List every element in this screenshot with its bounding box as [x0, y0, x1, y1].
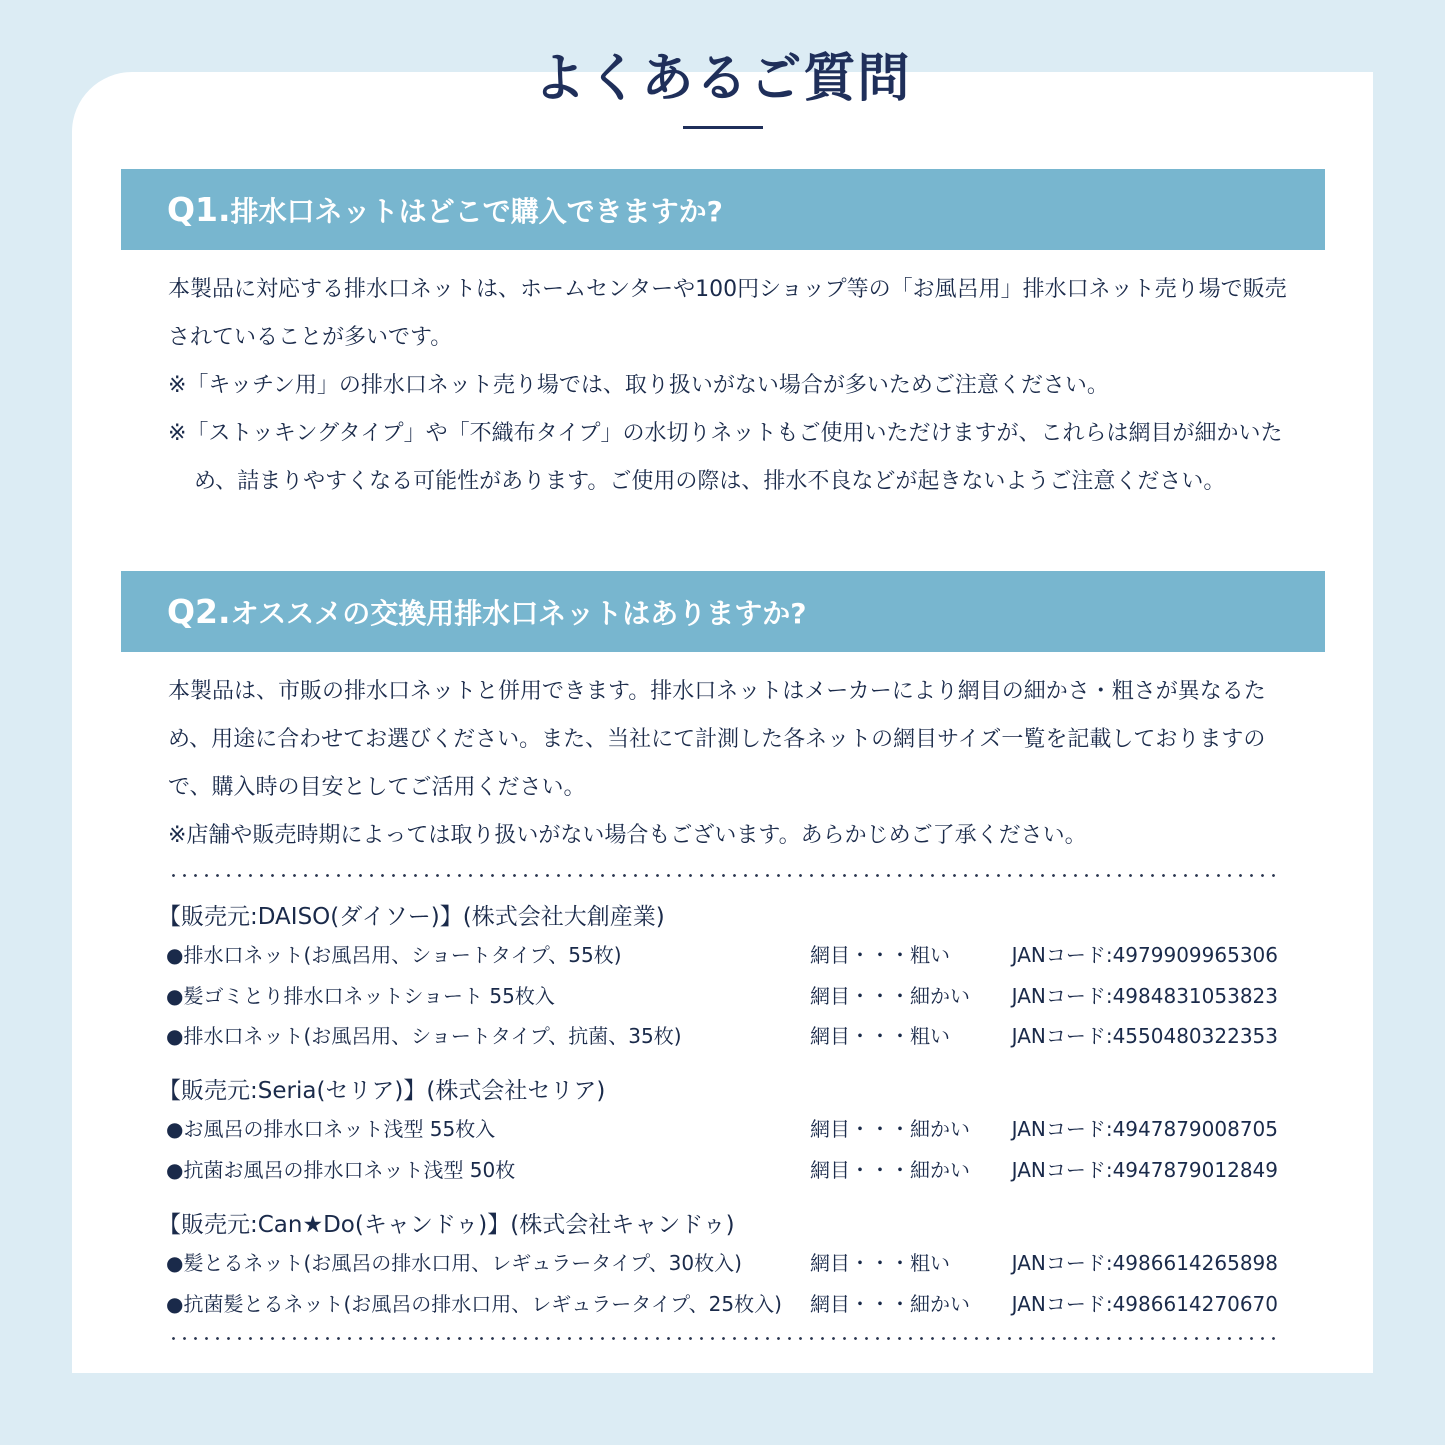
- product-mesh: 網目・・・粗い: [810, 1024, 950, 1048]
- vendor-heading-daiso: 【販売元:DAISO(ダイソー)】(株式会社大創産業): [158, 904, 665, 930]
- question-number: Q2.: [167, 592, 231, 631]
- product-mesh: 網目・・・細かい: [810, 984, 970, 1008]
- answer-note: ※店舗や販売時期によっては取り扱いがない場合もございます。あらかじめご了承ください。: [168, 823, 1087, 848]
- product-row: [166, 1247, 1278, 1277]
- title-underline: [683, 126, 763, 129]
- question-bar-2: [121, 571, 1325, 652]
- product-row: [166, 1154, 1278, 1184]
- answer-1: [168, 266, 1288, 506]
- product-mesh: 網目・・・粗い: [810, 943, 950, 967]
- product-row: [166, 939, 1278, 969]
- product-name: ●抗菌お風呂の排水口ネット浅型 50枚: [166, 1158, 516, 1182]
- product-jan: JANコード:4947879008705: [1011, 1117, 1278, 1141]
- question-text: 排水口ネットはどこで購入できますか?: [230, 195, 723, 228]
- product-name: ●お風呂の排水口ネット浅型 55枚入: [166, 1117, 496, 1141]
- product-mesh: 網目・・・細かい: [810, 1292, 970, 1316]
- product-name: ●抗菌髪とるネット(お風呂の排水口用、レギュラータイプ、25枚入): [166, 1292, 782, 1316]
- answer-note: ※「キッチン用」の排水口ネット売り場では、取り扱いがない場合が多いためご注意ください。: [168, 373, 1109, 398]
- product-jan: JANコード:4947879012849: [1011, 1158, 1278, 1182]
- question-text: オススメの交換用排水口ネットはありますか?: [230, 597, 807, 630]
- product-row: [166, 1020, 1278, 1050]
- product-jan: JANコード:4986614270670: [1011, 1292, 1278, 1316]
- vendor-heading-cando: 【販売元:Can★Do(キャンドゥ)】(株式会社キャンドゥ): [158, 1212, 735, 1238]
- product-name: ●排水口ネット(お風呂用、ショートタイプ、55枚): [166, 943, 622, 967]
- product-jan: JANコード:4984831053823: [1011, 984, 1278, 1008]
- product-name: ●髪ゴミとり排水口ネットショート 55枚入: [166, 984, 555, 1008]
- answer-paragraph: 本製品は、市販の排水口ネットと併用できます。排水口ネットはメーカーにより網目の細かさ・粗さが異なるため、用途に合わせてお選びください。また、当社にて計測した各ネットの網目サイズ一覧を記載しておりますので、購入時の目安としてご活用ください。: [168, 679, 1266, 800]
- dotted-divider: [168, 1337, 1280, 1340]
- question-bar-1: [121, 169, 1325, 250]
- product-jan: JANコード:4986614265898: [1011, 1251, 1278, 1275]
- dotted-divider: [168, 874, 1280, 877]
- answer-note: ※「ストッキングタイプ」や「不織布タイプ」の水切りネットもご使用いただけますが、これらは網目が細かいため、詰まりやすくなる可能性があります。ご使用の際は、排水不良などが起きないようご注意ください。: [168, 421, 1283, 494]
- product-name: ●髪とるネット(お風呂の排水口用、レギュラータイプ、30枚入): [166, 1251, 742, 1275]
- product-mesh: 網目・・・粗い: [810, 1251, 950, 1275]
- product-mesh: 網目・・・細かい: [810, 1158, 970, 1182]
- product-name: ●排水口ネット(お風呂用、ショートタイプ、抗菌、35枚): [166, 1024, 682, 1048]
- answer-2: [168, 668, 1288, 860]
- product-row: [166, 1288, 1278, 1318]
- product-jan: JANコード:4979909965306: [1011, 943, 1278, 967]
- vendor-heading-seria: 【販売元:Seria(セリア)】(株式会社セリア): [158, 1078, 606, 1104]
- question-number: Q1.: [167, 190, 231, 229]
- product-row: [166, 1113, 1278, 1143]
- product-row: [166, 980, 1278, 1010]
- product-mesh: 網目・・・細かい: [810, 1117, 970, 1141]
- product-jan: JANコード:4550480322353: [1011, 1024, 1278, 1048]
- page-title: よくあるご質問: [533, 49, 912, 109]
- answer-paragraph: 本製品に対応する排水口ネットは、ホームセンターや100円ショップ等の「お風呂用」排水口ネット売り場で販売されていることが多いです。: [168, 277, 1287, 350]
